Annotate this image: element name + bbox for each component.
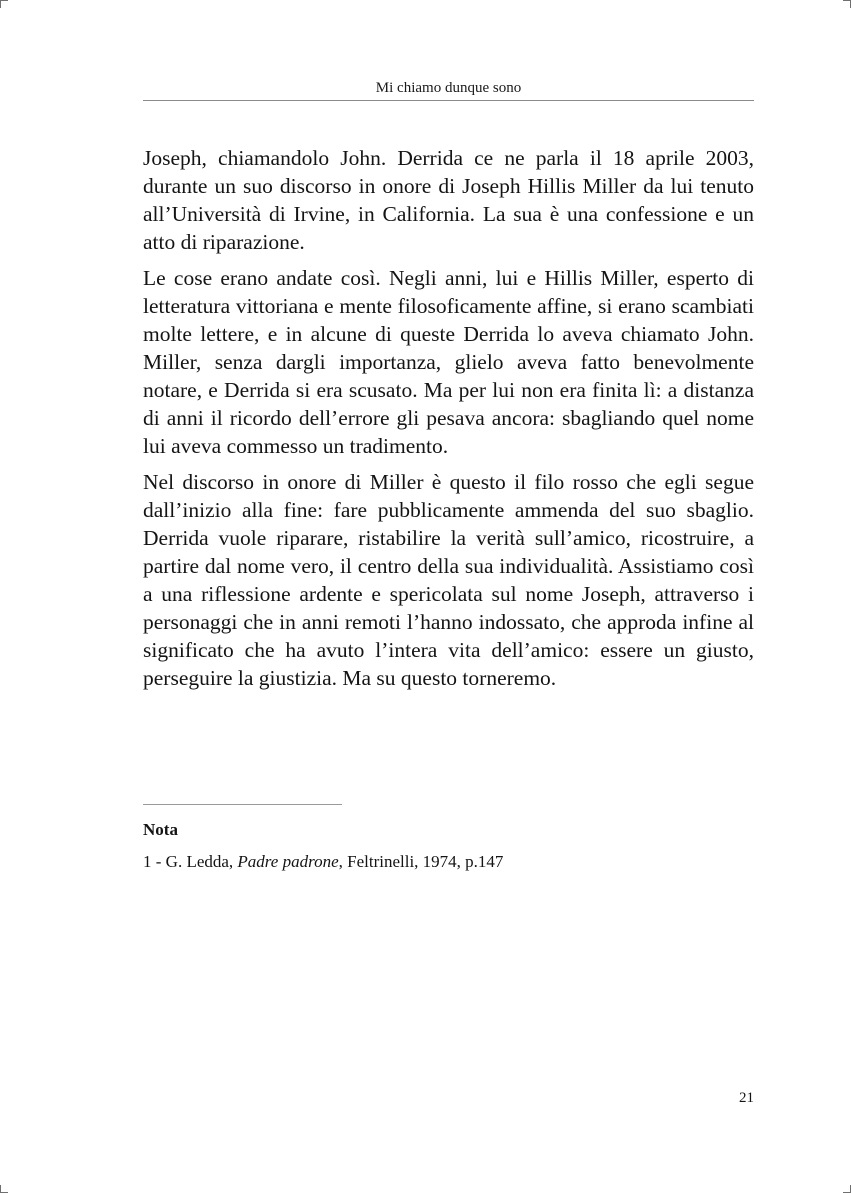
body-text (143, 144, 754, 700)
footnote-rule (143, 804, 342, 805)
footnote-item (143, 850, 503, 874)
page-number: 21 (739, 1090, 754, 1106)
header-rule (143, 100, 754, 101)
crop-mark-bottom-left-v (0, 1185, 1, 1193)
footnote-title: Nota (143, 820, 178, 839)
crop-mark-top-left-v (0, 0, 1, 8)
crop-mark-top-left (0, 0, 8, 1)
footnote-suffix: , Feltrinelli, 1974, p.147 (338, 852, 504, 871)
running-head: Mi chiamo dunque sono (375, 80, 522, 96)
footnote-prefix: 1 - G. Ledda, (143, 852, 238, 871)
paragraph: Le cose erano andate così. Negli anni, lui e Hillis Miller, esperto di letteratura vittoriana e mente filosoficamente affine, si erano scambiati molte lettere, e in alcune di queste Derrida lo aveva chiamato John. Miller, senza dargli importanza, glielo aveva fatto benevolmente notare, e Derrida si era scusato. Ma per lui non era finita lì: a distanza di anni il ricordo dell’errore gli pesava ancora: sbagliando quel nome lui aveva commesso un tradimento. (143, 266, 754, 458)
paragraph: Joseph, chiamandolo John. Derrida ce ne parla il 18 aprile 2003, durante un suo discorso in onore di Joseph Hillis Miller da lui tenuto all’Università di Irvine, in California. La sua è una confessione e un atto di riparazione. (143, 146, 754, 254)
footnote-book-title: Padre padrone (237, 852, 339, 871)
paragraph: Nel discorso in onore di Miller è questo il filo rosso che egli segue dall’inizio alla fine: fare pubblicamente ammenda del suo sbaglio. Derrida vuole riparare, ristabilire la verità sull’amico, ricostruire, a partire dal nome vero, il centro della sua individualità. Assistiamo così a una riflessione ardente e spericolata sul nome Joseph, attraverso i personaggi che in anni remoti l’hanno indossato, che approda infine al significato che ha avuto l’intera vita dell’amico: essere un giusto, perseguire la giustizia. Ma su questo torneremo. (143, 470, 754, 690)
